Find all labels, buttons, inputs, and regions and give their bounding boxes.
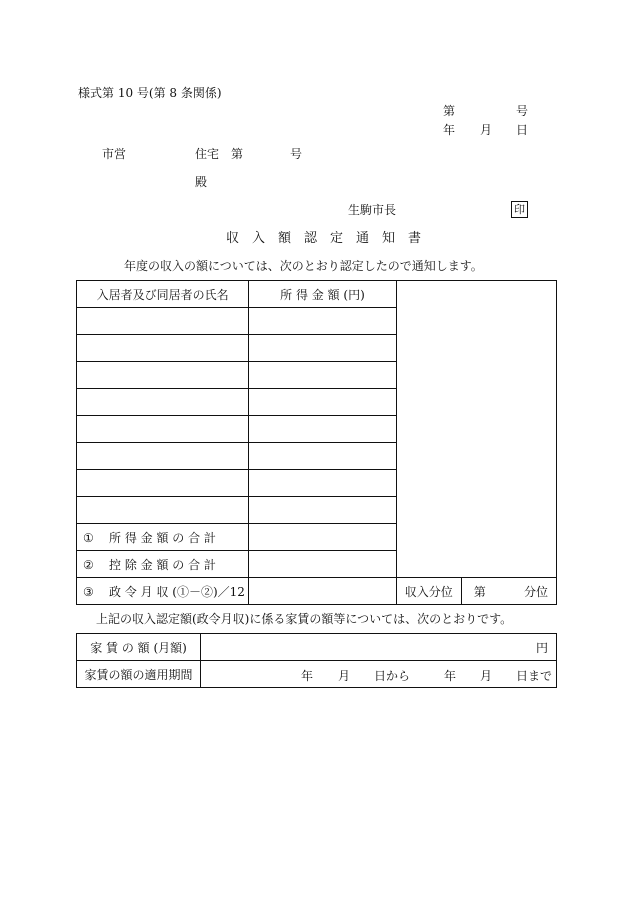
amount-cell[interactable]	[249, 443, 396, 470]
monthly-income-value[interactable]	[249, 578, 396, 605]
rent-value[interactable]	[201, 634, 557, 661]
document-number-suffix: 号	[516, 104, 529, 118]
period-from-month: 月	[338, 669, 351, 683]
amount-cell[interactable]	[249, 497, 396, 524]
period-row	[77, 661, 557, 688]
name-cell[interactable]	[77, 335, 249, 362]
amount-cell[interactable]	[249, 335, 396, 362]
name-cell[interactable]	[77, 497, 249, 524]
table-header-row	[77, 281, 557, 308]
name-cell[interactable]	[77, 470, 249, 497]
bracket-suffix: 分位	[523, 584, 548, 599]
period-to-day: 日まで	[516, 669, 553, 683]
rent-table	[76, 633, 557, 688]
rent-intro-text: 上記の収入認定額(政令月収)に係る家賃の額等については、次のとおりです。	[96, 612, 513, 626]
income-table	[76, 280, 557, 605]
total-deduction-label: ② 控 除 金 額 の 合 計	[77, 551, 249, 578]
period-label: 家賃の額の適用期間	[77, 661, 201, 688]
date-day: 日	[516, 123, 529, 137]
period-from-year: 年	[301, 669, 314, 683]
document-number-prefix: 第	[443, 104, 456, 118]
notes-area	[396, 281, 556, 578]
income-bracket-label: 収入分位	[396, 578, 461, 605]
period-to-month: 月	[480, 669, 493, 683]
document-title: 収 入 額 認 定 通 知 書	[226, 231, 422, 246]
name-cell[interactable]	[77, 362, 249, 389]
monthly-income-row	[77, 578, 557, 605]
income-bracket-value[interactable]	[461, 578, 556, 605]
name-cell[interactable]	[77, 416, 249, 443]
name-cell[interactable]	[77, 389, 249, 416]
amount-cell[interactable]	[249, 470, 396, 497]
amount-cell[interactable]	[249, 389, 396, 416]
housing-unit: 住宅 第	[195, 147, 244, 161]
total-income-label: ① 所 得 金 額 の 合 計	[77, 524, 249, 551]
rent-row	[77, 634, 557, 661]
period-from-day: 日から	[374, 669, 411, 683]
addressee-honorific: 殿	[195, 175, 208, 189]
total-deduction-value[interactable]	[249, 551, 396, 578]
date-year: 年	[443, 123, 456, 137]
name-cell[interactable]	[77, 308, 249, 335]
amount-cell[interactable]	[249, 308, 396, 335]
rent-unit: 円	[535, 640, 548, 655]
period-to-year: 年	[444, 669, 457, 683]
seal-mark: 印	[511, 201, 528, 218]
housing-city: 市営	[102, 147, 127, 161]
name-cell[interactable]	[77, 443, 249, 470]
housing-number-suffix: 号	[290, 147, 303, 161]
form-number: 様式第 10 号(第 8 条関係)	[78, 86, 222, 100]
bracket-prefix: 第	[473, 584, 486, 599]
total-income-value[interactable]	[249, 524, 396, 551]
column-header-amount: 所 得 金 額 (円)	[249, 281, 396, 308]
amount-cell[interactable]	[249, 362, 396, 389]
rent-label: 家 賃 の 額 (月額)	[77, 634, 201, 661]
period-value[interactable]	[201, 661, 557, 688]
date-month: 月	[480, 123, 493, 137]
monthly-income-label: ③ 政 令 月 収 (①－②)／12	[77, 578, 249, 605]
amount-cell[interactable]	[249, 416, 396, 443]
issuer-name: 生駒市長	[348, 203, 397, 217]
intro-text: 年度の収入の額については、次のとおり認定したので通知します。	[124, 259, 483, 273]
column-header-name: 入居者及び同居者の氏名	[77, 281, 249, 308]
